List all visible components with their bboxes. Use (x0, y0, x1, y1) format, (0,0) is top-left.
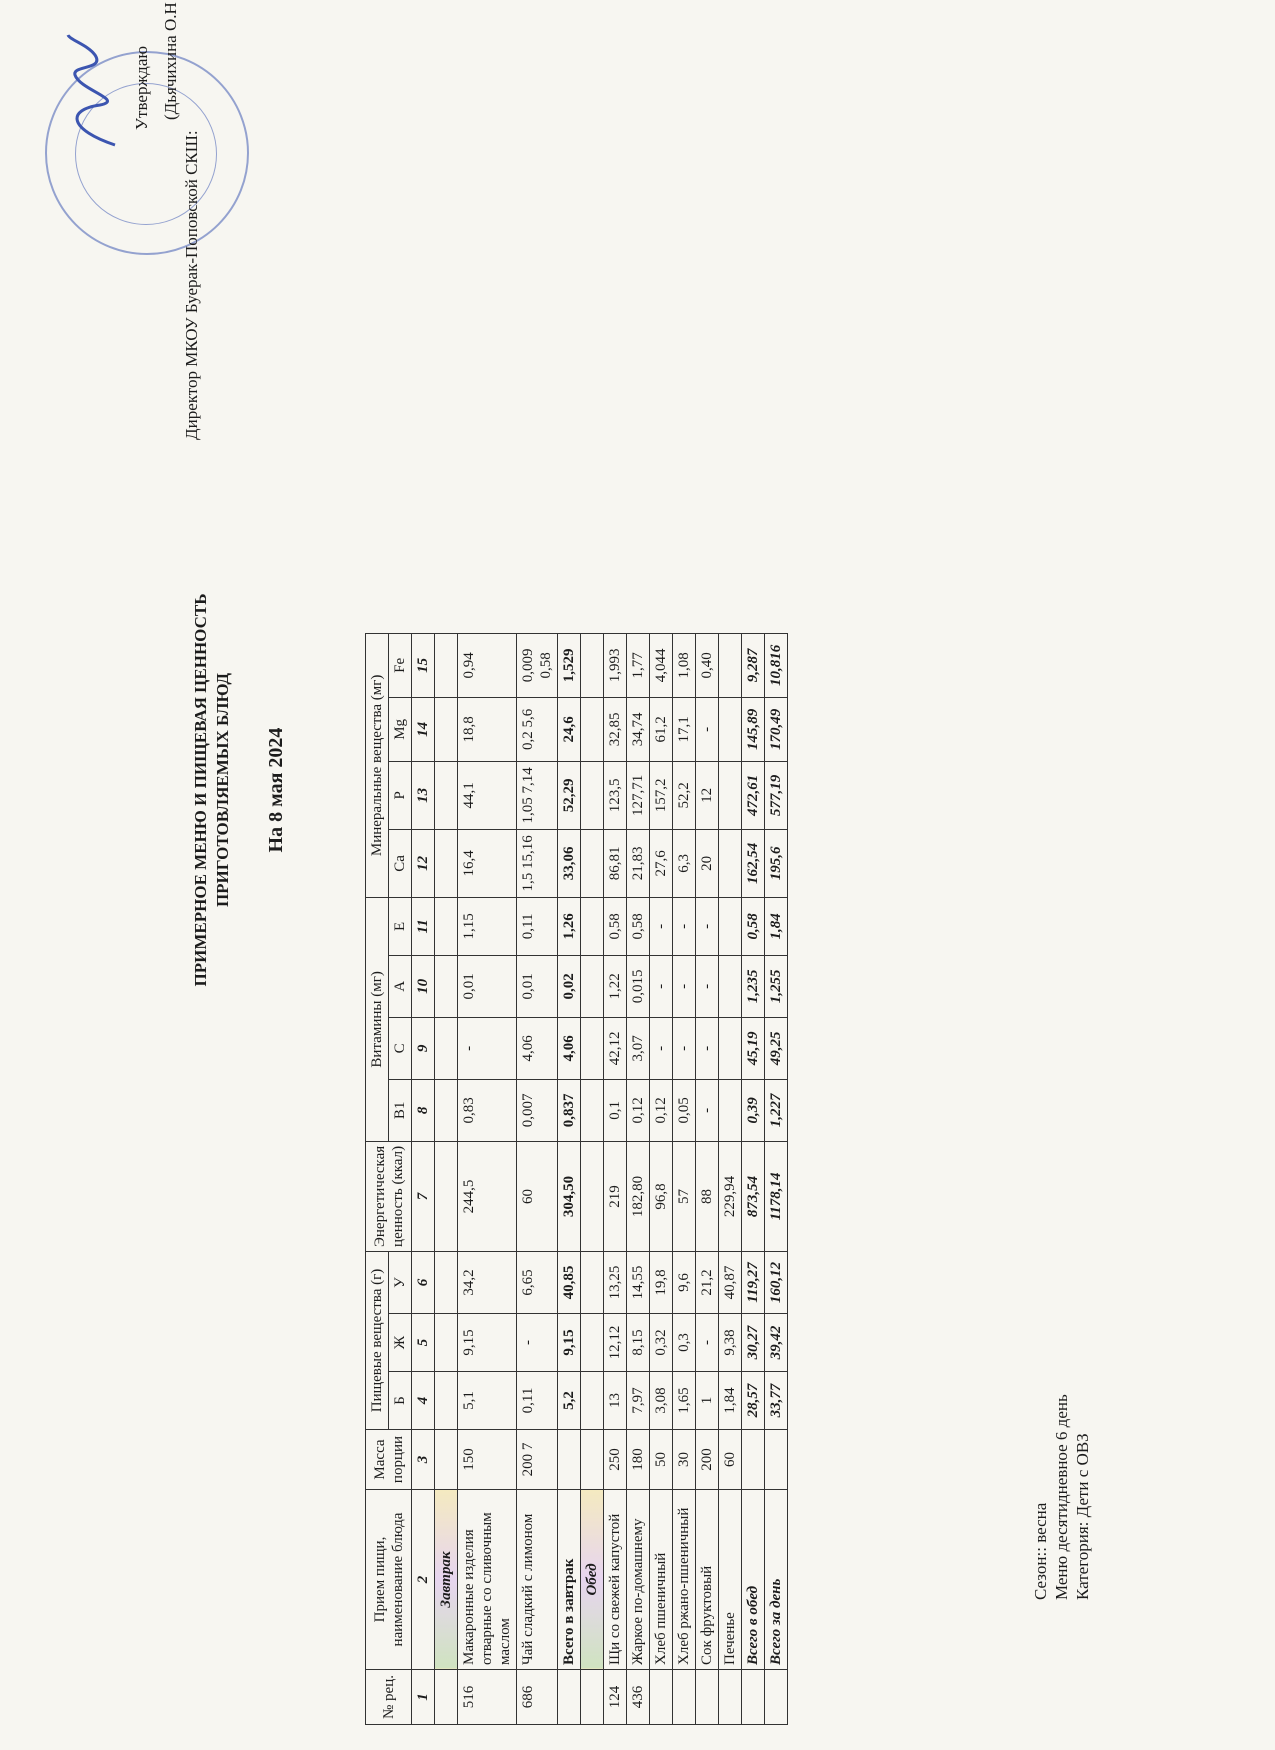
table-cell: - (673, 1017, 696, 1079)
column-number-cell: 12 (412, 829, 435, 897)
table-cell: 1,22 (604, 955, 627, 1017)
table-cell (673, 1670, 696, 1725)
section-label: Обед (581, 1490, 604, 1670)
table-cell: 0,1 (604, 1079, 627, 1141)
menu-text: Меню десятидневное 6 день (1052, 1394, 1071, 1600)
table-cell: 577,19 (765, 761, 788, 829)
table-row (673, 633, 696, 1724)
table-cell: Макаронные изделия отварные со сливочным маслом (458, 1490, 517, 1670)
table-cell (581, 1670, 604, 1725)
table-cell (558, 1670, 581, 1725)
table-cell: 32,85 (604, 697, 627, 761)
table-cell: 200 7 (517, 1430, 558, 1490)
table-cell: 50 (650, 1430, 673, 1490)
table-cell: Жаркое по-домашнему (627, 1490, 650, 1670)
table-cell: 14,55 (627, 1252, 650, 1314)
table-cell: 9,6 (673, 1252, 696, 1314)
table-cell: Сок фруктовый (696, 1490, 719, 1670)
table-cell: 16,4 (458, 829, 517, 897)
table-cell: 200 (696, 1430, 719, 1490)
table-cell: Всего за день (765, 1490, 788, 1670)
subheader-cell: Mg (389, 697, 412, 761)
menu-table (365, 633, 788, 1725)
approve-word: Утверждаю (132, 45, 151, 130)
table-cell: - (673, 897, 696, 955)
table-cell: - (696, 955, 719, 1017)
table-cell (581, 1141, 604, 1251)
table-cell: 5,2 (558, 1372, 581, 1430)
table-cell: 0,01 (458, 955, 517, 1017)
table-cell (719, 955, 742, 1017)
table-cell: 60 (517, 1141, 558, 1251)
table-cell: - (650, 955, 673, 1017)
table-cell: Хлеб ржано-пшеничный (673, 1490, 696, 1670)
table-cell: 127,71 (627, 761, 650, 829)
table-cell: 0,39 (742, 1079, 765, 1141)
subheader-cell: B1 (389, 1079, 412, 1141)
table-cell: 30,27 (742, 1314, 765, 1372)
table-row (696, 633, 719, 1724)
table-cell (435, 1314, 458, 1372)
table-cell: 20 (696, 829, 719, 897)
table-cell (435, 697, 458, 761)
table-cell: 244,5 (458, 1141, 517, 1251)
table-cell: - (673, 955, 696, 1017)
table-cell: - (696, 697, 719, 761)
table-cell: 0,11 (517, 1372, 558, 1430)
table-cell: 57 (673, 1141, 696, 1251)
table-cell: - (650, 897, 673, 955)
header-row (366, 633, 389, 1724)
table-cell (435, 829, 458, 897)
table-cell: 0,58 (742, 897, 765, 955)
approve-director: Директор МКОУ Буерак-Поповской СКШ: (182, 130, 201, 440)
table-cell: - (696, 1017, 719, 1079)
table-cell (650, 1670, 673, 1725)
table-cell: Чай сладкий с лимоном (517, 1490, 558, 1670)
column-number-cell: 4 (412, 1372, 435, 1430)
table-cell: 40,87 (719, 1252, 742, 1314)
table-cell: Щи со свежей капустой (604, 1490, 627, 1670)
table-cell: 0,12 (650, 1079, 673, 1141)
table-cell: 1,05 7,14 (517, 761, 558, 829)
column-number-cell: 7 (412, 1141, 435, 1251)
table-cell: 150 (458, 1430, 517, 1490)
table-cell: 157,2 (650, 761, 673, 829)
table-cell: 436 (627, 1670, 650, 1725)
table-cell: Всего в завтрак (558, 1490, 581, 1670)
table-cell: 0,05 (673, 1079, 696, 1141)
table-cell: 9,38 (719, 1314, 742, 1372)
table-cell (581, 829, 604, 897)
table-cell: 4,06 (558, 1017, 581, 1079)
table-cell (765, 1670, 788, 1725)
table-cell: 0,01 (517, 955, 558, 1017)
table-cell: 17,1 (673, 697, 696, 761)
table-cell (719, 897, 742, 955)
table-row (458, 633, 517, 1724)
table-cell: 1,529 (558, 633, 581, 697)
table-cell (719, 1670, 742, 1725)
table-cell: 60 (719, 1430, 742, 1490)
table-cell: 119,27 (742, 1252, 765, 1314)
col-vit: Витамины (мг) (366, 897, 389, 1141)
table-cell: 472,61 (742, 761, 765, 829)
table-cell (435, 955, 458, 1017)
table-cell: 1,84 (765, 897, 788, 955)
table-cell: 34,2 (458, 1252, 517, 1314)
table-cell: 304,50 (558, 1141, 581, 1251)
table-cell: 3,08 (650, 1372, 673, 1430)
total-row (558, 633, 581, 1724)
col-min: Минеральные вещества (мг) (366, 633, 389, 897)
total-row (742, 633, 765, 1724)
column-number-cell: 11 (412, 897, 435, 955)
table-cell (435, 1430, 458, 1490)
table-cell: 9,287 (742, 633, 765, 697)
table-body (435, 633, 788, 1724)
number-row (412, 633, 435, 1724)
table-cell: 39,42 (765, 1314, 788, 1372)
table-cell: 44,1 (458, 761, 517, 829)
table-row (517, 633, 558, 1724)
table-cell (435, 633, 458, 697)
title-line-2: ПРИГОТОВЛЯЕМЫХ БЛЮД (213, 672, 232, 908)
table-cell: 1178,14 (765, 1141, 788, 1251)
table-cell: 86,81 (604, 829, 627, 897)
table-cell (581, 1372, 604, 1430)
table-cell: 12,12 (604, 1314, 627, 1372)
table-cell: 1,235 (742, 955, 765, 1017)
table-cell: - (696, 1314, 719, 1372)
table-cell: 229,94 (719, 1141, 742, 1251)
table-cell: 180 (627, 1430, 650, 1490)
table-cell (719, 633, 742, 697)
table-cell: 13 (604, 1372, 627, 1430)
table-cell (696, 1670, 719, 1725)
title-line-1: ПРИМЕРНОЕ МЕНЮ И ПИЩЕВАЯ ЦЕННОСТЬ (191, 593, 210, 987)
table-cell (581, 1252, 604, 1314)
table-cell: 7,97 (627, 1372, 650, 1430)
subheader-cell: Б (389, 1372, 412, 1430)
section-row (581, 633, 604, 1724)
table-cell: 42,12 (604, 1017, 627, 1079)
column-number-cell: 10 (412, 955, 435, 1017)
table-cell: - (696, 1079, 719, 1141)
subheader-cell: E (389, 897, 412, 955)
table-cell (435, 1017, 458, 1079)
column-number-cell: 5 (412, 1314, 435, 1372)
table-cell: 1,84 (719, 1372, 742, 1430)
table-cell: 0,83 (458, 1079, 517, 1141)
table-cell: 28,57 (742, 1372, 765, 1430)
table-cell: 49,25 (765, 1017, 788, 1079)
table-cell: 1,15 (458, 897, 517, 955)
table-cell: 19,8 (650, 1252, 673, 1314)
table-cell: 18,8 (458, 697, 517, 761)
table-cell (719, 1079, 742, 1141)
table-cell: 33,06 (558, 829, 581, 897)
table-cell (581, 1314, 604, 1372)
table-cell: 6,65 (517, 1252, 558, 1314)
table-cell: 0,58 (627, 897, 650, 955)
table-cell (581, 633, 604, 697)
table-cell: 27,6 (650, 829, 673, 897)
table-cell: 6,3 (673, 829, 696, 897)
table-cell: 1,77 (627, 633, 650, 697)
table-cell: 162,54 (742, 829, 765, 897)
document-title (190, 560, 234, 1020)
table-cell: 0,02 (558, 955, 581, 1017)
table-cell: 1,993 (604, 633, 627, 697)
table-cell: 1,227 (765, 1079, 788, 1141)
table-cell (435, 1141, 458, 1251)
table-cell: - (696, 897, 719, 955)
table-cell: 0,837 (558, 1079, 581, 1141)
subheader-cell: Fe (389, 633, 412, 697)
table-cell: 0,3 (673, 1314, 696, 1372)
table-cell: 34,74 (627, 697, 650, 761)
table-cell (742, 1430, 765, 1490)
table-cell: 52,29 (558, 761, 581, 829)
table-cell: 0,94 (458, 633, 517, 697)
table-cell: 873,54 (742, 1141, 765, 1251)
table-cell (742, 1670, 765, 1725)
table-cell (581, 1079, 604, 1141)
table-cell: 0,2 5,6 (517, 697, 558, 761)
column-number-cell: 6 (412, 1252, 435, 1314)
header-info (1030, 1394, 1093, 1600)
subheader-cell: A (389, 955, 412, 1017)
table-cell: 0,12 (627, 1079, 650, 1141)
table-cell: 1,65 (673, 1372, 696, 1430)
table-cell: 0,40 (696, 633, 719, 697)
table-cell: 145,89 (742, 697, 765, 761)
col-rec: № рец. (366, 1670, 412, 1725)
table-cell: 45,19 (742, 1017, 765, 1079)
column-number-cell: 9 (412, 1017, 435, 1079)
table-cell (435, 761, 458, 829)
section-row (435, 633, 458, 1724)
table-cell: 9,15 (558, 1314, 581, 1372)
table-cell (581, 1017, 604, 1079)
category-text: Категория: Дети с ОВЗ (1073, 1433, 1092, 1600)
table-cell: 0,009 0,58 (517, 633, 558, 697)
approve-name: (Дьячихина О.Н (161, 2, 180, 120)
subheader-cell: Ca (389, 829, 412, 897)
table-cell: 96,8 (650, 1141, 673, 1251)
table-cell: 250 (604, 1430, 627, 1490)
col-energy: Энергетическая ценность (ккал) (366, 1141, 412, 1251)
table-head (366, 633, 435, 1724)
table-cell: Печенье (719, 1490, 742, 1670)
table-cell (435, 1079, 458, 1141)
table-cell: 40,85 (558, 1252, 581, 1314)
col-mass: Масса порции (366, 1430, 412, 1490)
table-cell: 123,5 (604, 761, 627, 829)
table-cell (581, 897, 604, 955)
table-cell (581, 955, 604, 1017)
col-meal: Прием пищи, наименование блюда (366, 1490, 412, 1670)
table-cell: 12 (696, 761, 719, 829)
col-food: Пищевые вещества (г) (366, 1252, 389, 1430)
table-cell: 8,15 (627, 1314, 650, 1372)
total-row (765, 633, 788, 1724)
table-cell: 0,32 (650, 1314, 673, 1372)
table-cell: 1 (696, 1372, 719, 1430)
table-cell (719, 1017, 742, 1079)
table-cell: 61,2 (650, 697, 673, 761)
table-cell (719, 829, 742, 897)
subheader-cell: Ж (389, 1314, 412, 1372)
table-cell: 219 (604, 1141, 627, 1251)
table-cell: 124 (604, 1670, 627, 1725)
table-cell: 160,12 (765, 1252, 788, 1314)
table-cell (581, 761, 604, 829)
table-row (719, 633, 742, 1724)
table-cell: 3,07 (627, 1017, 650, 1079)
column-number-cell: 8 (412, 1079, 435, 1141)
document-date: На 8 мая 2024 (265, 727, 287, 853)
table-row (650, 633, 673, 1724)
table-cell (581, 697, 604, 761)
table-cell: 5,1 (458, 1372, 517, 1430)
table-cell: Всего в обед (742, 1490, 765, 1670)
table-cell: 9,15 (458, 1314, 517, 1372)
season-text: Сезон:: весна (1031, 1502, 1050, 1600)
table-cell: 52,2 (673, 761, 696, 829)
table-cell: - (517, 1314, 558, 1372)
table-cell: 195,6 (765, 829, 788, 897)
table-cell (558, 1430, 581, 1490)
table-row (627, 633, 650, 1724)
table-cell: 4,06 (517, 1017, 558, 1079)
table-cell (435, 897, 458, 955)
signature (60, 30, 130, 150)
table-cell: 24,6 (558, 697, 581, 761)
table-cell: 88 (696, 1141, 719, 1251)
subheader-cell: P (389, 761, 412, 829)
table-cell (435, 1670, 458, 1725)
subheader-cell: C (389, 1017, 412, 1079)
table-cell: 10,816 (765, 633, 788, 697)
table-cell (765, 1430, 788, 1490)
table-cell: 170,49 (765, 697, 788, 761)
table-cell: 33,77 (765, 1372, 788, 1430)
column-number-cell: 14 (412, 697, 435, 761)
column-number-cell: 1 (412, 1670, 435, 1725)
column-number-cell: 2 (412, 1490, 435, 1670)
table-cell: 516 (458, 1670, 517, 1725)
table-cell: 30 (673, 1430, 696, 1490)
table-cell: 13,25 (604, 1252, 627, 1314)
section-label: Завтрак (435, 1490, 458, 1670)
column-number-cell: 3 (412, 1430, 435, 1490)
table-cell: 182,80 (627, 1141, 650, 1251)
table-cell (435, 1372, 458, 1430)
table-cell (719, 697, 742, 761)
table-cell: 0,58 (604, 897, 627, 955)
table-cell: 21,2 (696, 1252, 719, 1314)
table-cell (435, 1252, 458, 1314)
subheader-cell: У (389, 1252, 412, 1314)
table-cell: 686 (517, 1670, 558, 1725)
table-cell: 0,007 (517, 1079, 558, 1141)
table-cell: 1,26 (558, 897, 581, 955)
table-cell: 1,08 (673, 633, 696, 697)
table-cell: - (650, 1017, 673, 1079)
table-cell: 21,83 (627, 829, 650, 897)
table-cell: - (458, 1017, 517, 1079)
table-row (604, 633, 627, 1724)
table-cell (719, 761, 742, 829)
table-cell: 1,255 (765, 955, 788, 1017)
table-cell: 4,044 (650, 633, 673, 697)
table-cell: 1,5 15,16 (517, 829, 558, 897)
table-cell: Хлеб пшеничный (650, 1490, 673, 1670)
table-cell: 0,015 (627, 955, 650, 1017)
table-cell: 0,11 (517, 897, 558, 955)
table-cell (581, 1430, 604, 1490)
column-number-cell: 15 (412, 633, 435, 697)
column-number-cell: 13 (412, 761, 435, 829)
